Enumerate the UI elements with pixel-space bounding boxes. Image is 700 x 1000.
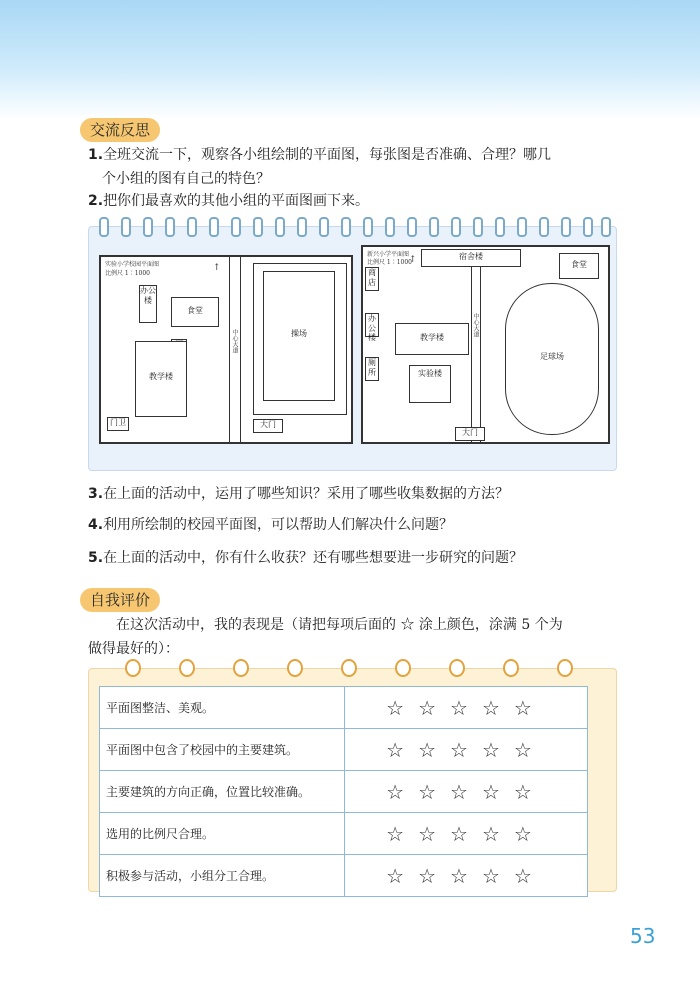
question-1-text-line2: 个小组的图有自己的特色？ <box>102 171 270 187</box>
binder-ring <box>341 217 351 237</box>
table-row <box>100 687 588 729</box>
question-4 <box>88 513 648 537</box>
star-rating[interactable]: ☆☆☆☆☆ <box>345 855 588 897</box>
north-arrow-icon: ↑ <box>409 255 417 265</box>
star-rating[interactable]: ☆☆☆☆☆ <box>345 687 588 729</box>
rating-item-label: 选用的比例尺合理。 <box>100 813 345 855</box>
rating-item-label: 平面图整洁、美观。 <box>100 687 345 729</box>
map2-title: 新兴小学平面图 <box>367 251 410 258</box>
map2-gate: 大门 <box>455 427 485 441</box>
map2-wc: 厕所 <box>365 357 379 381</box>
map2-soccer-field: 足球场 <box>505 283 599 435</box>
binder-ring <box>503 659 519 677</box>
binder-ring <box>165 217 175 237</box>
map2-teaching-building: 教学楼 <box>395 323 469 355</box>
binder-ring <box>395 659 411 677</box>
map1-canteen: 食堂 <box>171 297 219 327</box>
map1-guard-room: 门卫 <box>107 417 129 431</box>
table-row <box>100 855 588 897</box>
binder-ring <box>275 217 285 237</box>
rating-item-label: 积极参与活动，小组分工合理。 <box>100 855 345 897</box>
binder-ring <box>341 659 357 677</box>
binder-ring <box>451 217 461 237</box>
question-2-number: 2. <box>88 193 104 209</box>
question-1-number: 1. <box>88 147 104 163</box>
map2-dormitory: 宿舍楼 <box>421 249 521 267</box>
binder-ring <box>385 217 395 237</box>
binder-ring <box>561 217 571 237</box>
drawing-notebook <box>88 226 617 471</box>
binder-ring <box>363 217 373 237</box>
map2-road-label: 中心大道 <box>472 313 479 337</box>
question-1-text-line1: 全班交流一下，观察各小组绘制的平面图，每张图是否准确、合理？哪几 <box>103 147 552 163</box>
binder-ring <box>121 217 131 237</box>
self-evaluation-table <box>99 686 588 897</box>
question-5-number: 5. <box>88 550 104 566</box>
question-5 <box>88 546 648 570</box>
self-eval-instructions-line2: 做得最好的）： <box>88 641 179 657</box>
map2-store: 商店 <box>365 267 379 291</box>
map1-title: 实验小学校园平面图 <box>105 261 160 268</box>
binder-ring <box>495 217 505 237</box>
binder-ring <box>209 217 219 237</box>
binder-ring <box>233 659 249 677</box>
campus-map-2 <box>361 245 610 444</box>
campus-map-1 <box>99 255 353 444</box>
binder-ring <box>407 217 417 237</box>
binder-ring <box>287 659 303 677</box>
map2-central-road <box>471 267 481 442</box>
star-rating[interactable]: ☆☆☆☆☆ <box>345 771 588 813</box>
north-arrow-icon: ↑ <box>213 263 221 273</box>
rating-item-label: 平面图中包含了校园中的主要建筑。 <box>100 729 345 771</box>
table-row <box>100 771 588 813</box>
map1-playground: 操场 <box>263 271 335 401</box>
question-3-number: 3. <box>88 486 104 502</box>
map2-scale: 比例尺 1∶1000 <box>367 259 412 266</box>
star-rating[interactable]: ☆☆☆☆☆ <box>345 813 588 855</box>
table-row <box>100 729 588 771</box>
binder-ring <box>601 217 611 237</box>
binder-ring <box>539 217 549 237</box>
map1-office-building: 办公楼 <box>139 285 157 323</box>
question-5-text: 在上面的活动中，你有什么收获？还有哪些想要进一步研究的问题？ <box>103 550 524 566</box>
map2-canteen: 食堂 <box>559 253 599 279</box>
question-2 <box>88 189 648 213</box>
binder-ring <box>319 217 329 237</box>
map1-gate: 大门 <box>253 419 283 433</box>
binder-ring <box>557 659 573 677</box>
section-tag-reflection: 交流反思 <box>80 118 160 142</box>
binder-ring <box>583 217 593 237</box>
question-3-text: 在上面的活动中，运用了哪些知识？采用了哪些收集数据的方法？ <box>103 486 510 502</box>
rating-item-label: 主要建筑的方向正确，位置比较准确。 <box>100 771 345 813</box>
table-row <box>100 813 588 855</box>
binder-ring <box>143 217 153 237</box>
self-eval-instructions <box>88 613 648 661</box>
map1-scale: 比例尺 1∶1000 <box>105 270 150 277</box>
binder-ring <box>179 659 195 677</box>
question-3 <box>88 482 648 506</box>
star-rating[interactable]: ☆☆☆☆☆ <box>345 729 588 771</box>
question-4-text: 利用所绘制的校园平面图，可以帮助人们解决什么问题？ <box>103 517 454 533</box>
map2-office-building: 办公楼 <box>365 313 379 337</box>
map2-lab-building: 实验楼 <box>409 365 451 403</box>
question-1 <box>88 143 648 191</box>
binder-ring <box>125 659 141 677</box>
map1-teaching-building: 教学楼 <box>135 341 187 417</box>
page-number: 53 <box>630 924 656 948</box>
binder-ring <box>231 217 241 237</box>
section-tag-self-evaluation: 自我评价 <box>80 588 160 612</box>
binder-ring <box>473 217 483 237</box>
binder-ring <box>297 217 307 237</box>
question-2-text: 把你们最喜欢的其他小组的平面图画下来。 <box>103 193 370 209</box>
binder-ring <box>429 217 439 237</box>
self-eval-instructions-line1: 在这次活动中，我的表现是（请把每项后面的 ☆ 涂上颜色，涂满 5 个为 <box>116 617 563 633</box>
binder-ring <box>99 217 109 237</box>
binder-ring <box>449 659 465 677</box>
map1-road-label: 中心大道 <box>231 329 238 353</box>
binder-ring <box>187 217 197 237</box>
binder-ring <box>517 217 527 237</box>
question-4-number: 4. <box>88 517 104 533</box>
binder-ring <box>253 217 263 237</box>
header-band <box>0 0 700 120</box>
